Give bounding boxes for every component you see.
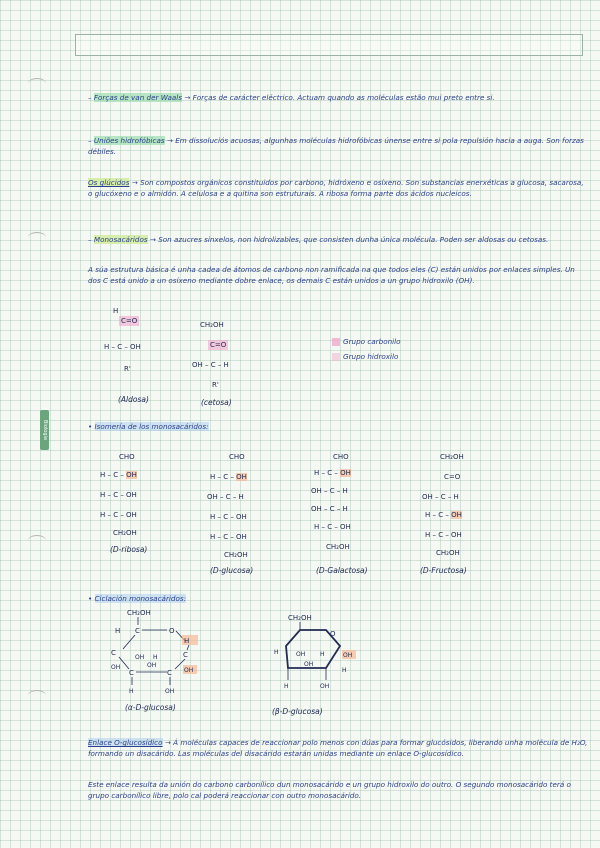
cetosa-carbonyl: C=O <box>210 341 227 349</box>
beta-glucose-hexagon <box>258 610 368 700</box>
fructosa-l4: H – C – OH <box>425 511 462 519</box>
beta-oh2: OH <box>304 661 314 668</box>
alpha-o: O <box>169 627 175 635</box>
fructosa-l5: H – C – OH <box>425 531 462 539</box>
mono-term: Monosacáridos <box>93 235 148 244</box>
ribosa-l1: CHO <box>119 453 135 461</box>
glucids-term: Os glúcidos <box>88 178 130 187</box>
cetosa-r: R' <box>212 381 219 389</box>
alpha-h3: H <box>129 688 134 695</box>
alpha-c1: C <box>135 627 140 635</box>
beta-h2: H <box>274 649 279 656</box>
beta-h3: H <box>342 667 347 674</box>
alpha-c3: C <box>183 651 188 659</box>
carbonyl-swatch <box>332 338 340 346</box>
alpha-oh2: OH <box>111 664 121 671</box>
isomers-title: • Isomería de los monosacáridos: <box>88 422 209 431</box>
hydrophobic-term: Uniões hidrofóbicas <box>93 136 165 145</box>
hydrophobic-paragraph: – Uniões hidrofóbicas → Em dissoluciós acuosas, algunhas moléculas hidrofóbicas únense entre si pola repulsión hacia a auga. Son forzas débiles. <box>88 136 584 156</box>
galactosa-l5: H – C – OH <box>314 523 351 531</box>
alpha-oh3: OH <box>147 662 157 669</box>
alpha-ch2oh: CH₂OH <box>127 609 151 617</box>
legend-hydroxyl: Grupo hidroxilo <box>332 352 398 363</box>
beta-oh-anomeric: OH <box>343 652 353 659</box>
alpha-c4: C <box>129 669 134 677</box>
aldosa-caption: (Aldosa) <box>118 395 149 404</box>
glucosa-caption: (D-glucosa) <box>210 566 254 575</box>
alpha-h1: H <box>115 627 121 635</box>
cetosa-mid: OH – C – H <box>192 361 229 369</box>
header-box <box>75 34 583 56</box>
galactosa-caption: (D-Galactosa) <box>316 566 368 575</box>
fructosa-caption: (D-Fructosa) <box>420 566 467 575</box>
glucosa-l2: H – C – OH <box>210 473 247 481</box>
ribosa-l3: H – C – OH <box>100 491 137 499</box>
alpha-c2: C <box>111 649 116 657</box>
alpha-h-anomeric: H <box>184 637 190 645</box>
mono-paragraph: – Monosacáridos → Son azucres sinxelos, non hidrolizables, que consisten dunha única molécula. Poden ser aldosas ou cetosas. <box>88 235 549 244</box>
beta-oh1: OH <box>296 651 306 658</box>
ribosa-l2: H – C – OH <box>100 471 137 479</box>
aldosa-h: H <box>113 307 119 315</box>
alpha-oh-anomeric: OH <box>184 667 194 674</box>
ribosa-l4: H – C – OH <box>100 511 137 519</box>
side-tab: Biologia <box>40 410 49 450</box>
page-hole <box>28 535 46 546</box>
fructosa-l1: CH₂OH <box>440 453 464 461</box>
alpha-oh4: OH <box>165 688 175 695</box>
fructosa-l2: C=O <box>444 473 461 481</box>
glycosidic-paragraph-2: Este enlace resulta da unión do carbono carbonílico dun monosacárido e un grupo hidroxilo do outro. O segundo monosacárido terá o grupo carbonílico libre, polo cal poderá reaccionar con outro monosacárido. <box>88 780 571 800</box>
beta-h4: H <box>284 683 289 690</box>
galactosa-l2: H – C – OH <box>314 469 351 477</box>
glucosa-l1: CHO <box>229 453 245 461</box>
glucosa-l5: H – C – OH <box>210 533 247 541</box>
page-hole <box>28 232 46 243</box>
glucids-text2: A ribosa forma parte dos ácidos nucleicos. <box>319 188 472 198</box>
vdw-text: Forças de carácter eléctrico. Actuam quando as moléculas estão mui preto entre si. <box>192 93 495 102</box>
ciclacion-title: • Ciclación monosacáridos: <box>88 594 187 603</box>
vdw-paragraph: – Forças de van der Waals → Forças de carácter eléctrico. Actuam quando as moléculas estão mui preto entre si. <box>88 93 495 102</box>
hydrophobic-text: Em dissoluciós acuosas, algunhas moléculas hidrofóbicas únense entre si pola repulsión hacia a auga. Son forzas débiles. <box>88 136 584 156</box>
mono-text: Son azucres sinxelos, non hidrolizables, que consisten dunha única molécula. Poden ser aldosas ou cetosas. <box>158 235 549 244</box>
fructosa-l3: OH – C – H <box>422 493 459 501</box>
page-hole <box>28 690 46 701</box>
cetosa-top: CH₂OH <box>200 321 224 329</box>
glucids-text: Son compostos orgánicos constituidos por carbono, hidróxeno e osíxeno. Son substancias enerxéticas a glucosa, sacarosa, o glucóxeno e o almidón. A celulosa e a quitina son estruturais. <box>88 178 584 198</box>
beta-ch2oh: CH₂OH <box>288 614 312 622</box>
glucosa-l3: OH – C – H <box>207 493 244 501</box>
glycosidic-term: Enlace O-glucosídico <box>88 738 163 747</box>
mono-paragraph-2: A súa estrutura básica é unha cadea de átomos de carbono non ramificada na que todos eles (C) están unidos por enlaces simples. Un dos C está unido a un osíxeno mediante dobre enlace, os demais C están unidos a un grupo hidroxilo (OH). <box>88 265 575 285</box>
fructosa-l6: CH₂OH <box>436 549 460 557</box>
page-hole <box>28 78 46 89</box>
galactosa-l6: CH₂OH <box>326 543 350 551</box>
aldosa-carbonyl: C=O <box>121 317 138 325</box>
beta-oh3: OH <box>320 683 330 690</box>
glycosidic-paragraph: Enlace O-glucosídico → Á moléculas capaces de reaccionar polo menos con dúas para formar glucósidos, liberando unha molécula de H₂O, formando un disacárido. Las moléculas del disacárido estarán unidas mediante un enlace O-glucosídico. <box>88 738 588 758</box>
glycosidic-text: Á moléculas capaces de reaccionar polo menos con dúas para formar glucósidos, liberando unha molécula de H₂O, formando un disacárido. Las moléculas del disacárido estarán unidas mediante un enlace O-glucosídico. <box>88 738 588 758</box>
aldosa-mid: H – C – OH <box>104 343 141 351</box>
cetosa-caption: (cetosa) <box>201 398 232 407</box>
beta-caption: (β-D-glucosa) <box>272 707 323 716</box>
galactosa-l4: OH – C – H <box>311 505 348 513</box>
alpha-oh1: OH <box>135 654 145 661</box>
ribosa-caption: (D-ribosa) <box>110 545 148 554</box>
alpha-glucose-ring <box>105 605 215 697</box>
hydroxyl-swatch <box>332 353 340 361</box>
ribosa-l5: CH₂OH <box>113 529 137 537</box>
galactosa-l1: CHO <box>333 453 349 461</box>
alpha-c5: C <box>167 669 172 677</box>
glucids-paragraph: Os glúcidos → Son compostos orgánicos constituidos por carbono, hidróxeno e osíxeno. Son substancias enerxéticas a glucosa, sacarosa, o glucóxeno e o almidón. A celulosa e a quitina son estruturais. A ribosa forma parte dos ácidos nucleicos. <box>88 178 584 198</box>
vdw-term: Forças de van der Waals <box>93 93 183 102</box>
aldosa-r: R' <box>124 365 131 373</box>
glucosa-l6: CH₂OH <box>224 551 248 559</box>
beta-h1: H <box>320 651 325 658</box>
glucosa-l4: H – C – OH <box>210 513 247 521</box>
alpha-caption: (α-D-glucosa) <box>125 703 176 712</box>
alpha-h2: H <box>153 654 158 661</box>
galactosa-l3: OH – C – H <box>311 487 348 495</box>
beta-o: O <box>330 630 336 638</box>
legend-carbonyl: Grupo carbonilo <box>332 337 401 348</box>
